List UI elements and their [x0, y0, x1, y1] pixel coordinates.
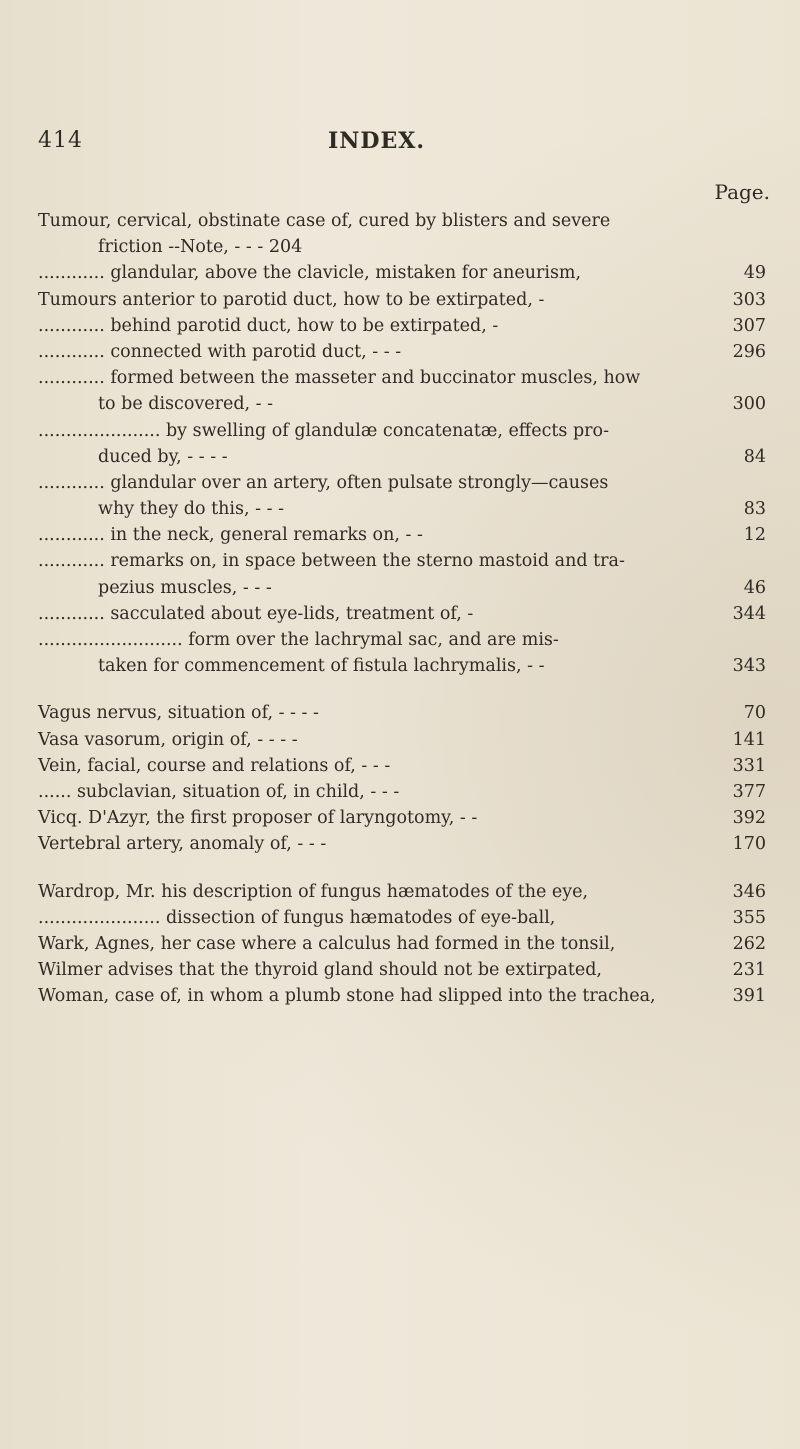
entry-page-number: 344 [732, 603, 766, 624]
index-entry [38, 575, 766, 601]
entry-text: Tumours anterior to parotid duct, how to be extirpated, - [38, 289, 545, 310]
entry-text: taken for commencement of fistula lachrymalis, - - [98, 656, 545, 677]
index-entry [38, 522, 766, 548]
entry-text: to be discovered, - - [98, 394, 274, 415]
index-entry [38, 496, 766, 522]
index-entry [38, 339, 766, 365]
entry-page-number: 49 [743, 263, 766, 284]
index-entry [38, 627, 766, 653]
entry-page-number: 343 [732, 656, 766, 677]
index-entry [38, 418, 766, 444]
entry-text: Vagus nervus, situation of, - - - - [38, 703, 319, 724]
entry-page-number: 392 [732, 808, 766, 829]
entry-text: ...... subclavian, situation of, in child, - - - [38, 781, 400, 802]
entry-text: Vein, facial, course and relations of, - - - [38, 755, 391, 776]
index-entry [38, 391, 766, 417]
entry-text: pezius muscles, - - - [98, 577, 272, 598]
index-entry [38, 470, 766, 496]
entry-text: ............ remarks on, in space between the sterno mastoid and tra- [38, 551, 625, 572]
index-entry [38, 753, 766, 779]
entry-text: Wark, Agnes, her case where a calculus had formed in the tonsil, [38, 933, 616, 954]
entry-text: ...................... dissection of fungus hæmatodes of eye-ball, [38, 907, 556, 928]
index-entry [38, 208, 766, 234]
entry-text: Wilmer advises that the thyroid gland should not be extirpated, [38, 960, 602, 981]
entry-page-number: 84 [743, 446, 766, 467]
index-entry [38, 260, 766, 286]
entry-text: ............ glandular over an artery, often pulsate strongly—causes [38, 472, 609, 493]
entry-text: why they do this, - - - [98, 499, 284, 520]
index-entry [38, 234, 766, 260]
entry-text: ............ behind parotid duct, how to be extirpated, - [38, 315, 499, 336]
entry-text: duced by, - - - - [98, 446, 228, 467]
entry-text: ...................... by swelling of glandulæ concatenatæ, effects pro- [38, 420, 609, 441]
index-entry [38, 957, 766, 983]
entry-page-number: 331 [732, 755, 766, 776]
entry-page-number: 346 [732, 881, 766, 902]
index-entry [38, 931, 766, 957]
entry-page-number: 307 [732, 315, 766, 336]
entry-page-number: 355 [732, 907, 766, 928]
group-separator [38, 858, 766, 879]
entry-text: Vicq. D'Azyr, the first proposer of laryngotomy, - - [38, 808, 478, 829]
entry-page-number: 296 [732, 341, 766, 362]
index-entry [38, 548, 766, 574]
page-number: 414 [38, 128, 83, 153]
index-entry [38, 700, 766, 726]
group-separator [38, 679, 766, 700]
index-entry [38, 805, 766, 831]
index-entry [38, 601, 766, 627]
index-entry [38, 287, 766, 313]
entry-page-number: 300 [732, 394, 766, 415]
index-entries [38, 208, 766, 1009]
entry-text: ............ formed between the masseter and buccinator muscles, how [38, 368, 641, 389]
index-entry [38, 983, 766, 1009]
index-entry [38, 365, 766, 391]
running-title: INDEX. [328, 128, 425, 154]
index-entry [38, 905, 766, 931]
entry-text: friction --Note, - - - 204 [98, 237, 303, 258]
entry-page-number: 262 [732, 933, 766, 954]
index-entry [38, 313, 766, 339]
entry-page-number: 83 [743, 499, 766, 520]
entry-page-number: 377 [732, 781, 766, 802]
entry-page-number: 170 [732, 834, 766, 855]
entry-page-number: 231 [732, 960, 766, 981]
index-entry [38, 727, 766, 753]
entry-text: ............ glandular, above the clavicle, mistaken for aneurism, [38, 263, 582, 284]
entry-page-number: 12 [743, 525, 766, 546]
entry-page-number: 70 [743, 703, 766, 724]
index-entry [38, 653, 766, 679]
entry-page-number: 141 [732, 729, 766, 750]
entry-page-number: 391 [732, 986, 766, 1007]
entry-text: .......................... form over the lachrymal sac, and are mis- [38, 630, 559, 650]
index-entry [38, 779, 766, 805]
page-column-label: Page. [714, 180, 770, 204]
entry-text: Vertebral artery, anomaly of, - - - [38, 834, 327, 855]
entry-text: ............ connected with parotid duct, - - - [38, 341, 402, 362]
index-entry [38, 444, 766, 470]
entry-text: Tumour, cervical, obstinate case of, cured by blisters and severe [38, 211, 611, 231]
entry-page-number: 46 [743, 577, 766, 598]
entry-text: Vasa vasorum, origin of, - - - - [38, 729, 298, 750]
page-header [38, 128, 760, 168]
entry-text: ............ in the neck, general remarks on, - - [38, 525, 423, 546]
index-entry [38, 879, 766, 905]
entry-page-number: 303 [732, 289, 766, 310]
entry-text: Woman, case of, in whom a plumb stone had slipped into the trachea, [38, 986, 656, 1007]
entry-text: Wardrop, Mr. his description of fungus hæmatodes of the eye, [38, 881, 589, 902]
entry-text: ............ sacculated about eye-lids, treatment of, - [38, 603, 474, 624]
index-entry [38, 831, 766, 857]
